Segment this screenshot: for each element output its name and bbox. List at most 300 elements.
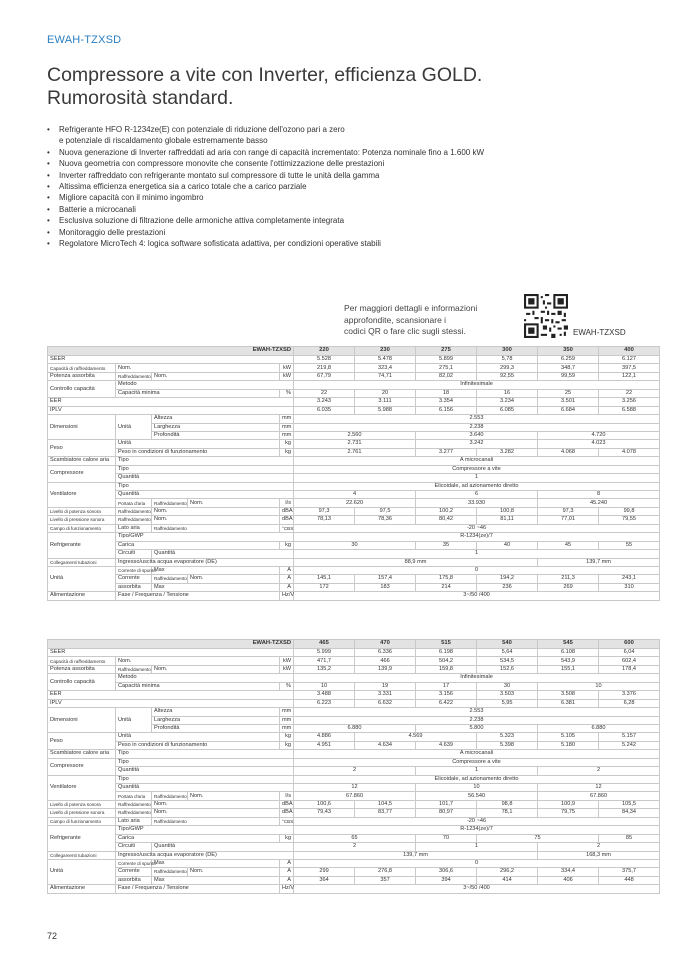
cell: 100,9 — [538, 800, 599, 808]
cell: 534,5 — [477, 657, 538, 665]
unit-cell: kg — [280, 448, 294, 456]
table-row — [48, 834, 660, 842]
cell: 414 — [477, 876, 538, 884]
cell: R-1234(ze)/7 — [294, 826, 660, 834]
cell: 3.488 — [294, 691, 355, 699]
cell: 3.501 — [538, 398, 599, 406]
cell: 67.860 — [294, 792, 416, 800]
row-sublabel: Larghezza — [152, 716, 280, 724]
model-col: 400 — [599, 347, 660, 356]
row-label: Alimentazione — [48, 885, 116, 893]
model-col: 545 — [538, 640, 599, 649]
cell: 5.398 — [477, 741, 538, 749]
row-sublabel: Tipo/GWP — [116, 826, 294, 834]
table-row — [48, 868, 660, 876]
unit-cell: % — [280, 389, 294, 397]
cell: 466 — [355, 657, 416, 665]
table-row — [48, 566, 660, 574]
table-row — [48, 800, 660, 808]
row-label: Unità — [48, 566, 116, 591]
row-label: Dimensioni — [48, 415, 116, 440]
cell: 92,55 — [477, 372, 538, 380]
cell: 97,5 — [355, 507, 416, 515]
row-label: Campo di funzionamento — [48, 817, 116, 825]
page-title — [47, 64, 647, 110]
cell: 194,2 — [477, 575, 538, 583]
cell: 30 — [294, 541, 416, 549]
row-label: SEER — [48, 356, 294, 364]
cell: 25 — [538, 389, 599, 397]
feature-item: • Batterie a microcanali — [47, 204, 647, 215]
unit-cell: kW — [280, 665, 294, 673]
feature-item: • Nuova geometria con compressore monovite che consente l'ottimizzazione delle prestazioni — [47, 158, 647, 169]
row-label: Refrigerante — [48, 533, 116, 558]
row-label: EER — [48, 691, 294, 699]
cell: 175,8 — [416, 575, 477, 583]
cell: 334,4 — [538, 868, 599, 876]
cell: 105,5 — [599, 800, 660, 808]
table-row — [48, 465, 660, 473]
table-row — [48, 792, 660, 800]
unit-cell: mm — [280, 716, 294, 724]
cell: 214 — [416, 583, 477, 591]
row-label: Refrigerante — [48, 826, 116, 851]
cell: 543,9 — [538, 657, 599, 665]
row-sublabel: Profondità — [152, 724, 280, 732]
cell: 56.540 — [416, 792, 538, 800]
unit-cell: A — [280, 583, 294, 591]
cell: -20 ~46 — [294, 524, 660, 532]
unit-cell: dBA — [280, 516, 294, 524]
row-label: Livello di pressione sonora — [48, 516, 116, 524]
row-label: Livello di pressione sonora — [48, 809, 116, 817]
spec-table-1 — [47, 346, 660, 601]
feature-item: • Altissima efficienza energetica sia a carico totale che a carico parziale — [47, 181, 647, 192]
cell: 2.553 — [294, 708, 660, 716]
cell: 1 — [294, 550, 660, 558]
row-sublabel: Raffreddamento — [116, 665, 152, 673]
row-sublabel: Profondità — [152, 431, 280, 439]
row-sublabel: Raffreddamento — [116, 516, 152, 524]
model-col: 470 — [355, 640, 416, 649]
table-row — [48, 649, 660, 657]
cell: Compressore a vite — [294, 465, 660, 473]
row-sublabel: Carica — [116, 834, 280, 842]
row-sublabel: Raffreddamento — [116, 372, 152, 380]
row-label: Potenza assorbita — [48, 372, 116, 380]
cell: 84,34 — [599, 809, 660, 817]
spec-table-2 — [47, 639, 660, 894]
row-label: Collegamenti tubazioni — [48, 851, 116, 859]
cell: 406 — [538, 876, 599, 884]
feature-item: • Esclusiva soluzione di filtrazione delle armoniche attiva completamente integrata — [47, 215, 647, 226]
cell: 83,77 — [355, 809, 416, 817]
cell: 3.156 — [416, 691, 477, 699]
feature-item: • Inverter raffreddato con refrigerante montato sul compressore di tutte le unità della gamma — [47, 170, 647, 181]
row-sublabel: Raffreddamento — [152, 524, 280, 532]
cell: 78,1 — [477, 809, 538, 817]
row-sublabel: assorbita — [116, 876, 152, 884]
unit-cell: A — [280, 566, 294, 574]
unit-cell: l/s — [280, 792, 294, 800]
model-col: 600 — [599, 640, 660, 649]
unit-cell: °CBS — [280, 817, 294, 825]
table-row — [48, 758, 660, 766]
row-sublabel: Portata d'aria — [116, 499, 152, 507]
table-row — [48, 708, 660, 716]
row-sublabel: Max — [152, 566, 280, 574]
row-label: Controllo capacità — [48, 674, 116, 691]
feature-item-continued: e potenziale di riscaldamento globale estremamente basso — [59, 136, 268, 146]
table-row — [48, 516, 660, 524]
row-sublabel: Raffreddamento — [116, 507, 152, 515]
unit-cell: mm — [280, 724, 294, 732]
cell: 80,42 — [416, 516, 477, 524]
table-row — [48, 440, 660, 448]
cell: 75 — [477, 834, 599, 842]
cell: 3.508 — [538, 691, 599, 699]
cell: 6.588 — [599, 406, 660, 414]
table-row — [48, 674, 660, 682]
cell: 70 — [416, 834, 477, 842]
table-row — [48, 583, 660, 591]
cell: 1 — [416, 767, 538, 775]
unit-cell: l/s — [280, 499, 294, 507]
row-label: Peso — [48, 733, 116, 750]
cell: 22 — [599, 389, 660, 397]
row-label: Unità — [48, 859, 116, 884]
cell: 99,8 — [599, 507, 660, 515]
cell: 6,28 — [599, 699, 660, 707]
row-label: Livello di potenza sonora — [48, 800, 116, 808]
table-row — [48, 575, 660, 583]
row-sublabel: Carica — [116, 541, 280, 549]
row-sublabel: Altezza — [152, 415, 280, 423]
cell: 79,55 — [599, 516, 660, 524]
cell: 4.886 — [294, 733, 355, 741]
table-row — [48, 415, 660, 423]
unit-cell: °CBS — [280, 524, 294, 532]
row-sublabel: Nom. — [188, 792, 280, 800]
cell: 139,9 — [355, 665, 416, 673]
row-sublabel: Lato aria — [116, 817, 152, 825]
row-sublabel: Raffreddamento — [152, 792, 188, 800]
unit-cell: kW — [280, 372, 294, 380]
row-label: Dimensioni — [48, 708, 116, 733]
cell: 30 — [477, 682, 538, 690]
cell: 6.198 — [416, 649, 477, 657]
row-sublabel: Tipo — [116, 482, 294, 490]
cell: 82,02 — [416, 372, 477, 380]
cell: 2 — [538, 767, 660, 775]
cell: 2.761 — [294, 448, 416, 456]
model-col: 230 — [355, 347, 416, 356]
table-row — [48, 491, 660, 499]
row-sublabel: Quantità — [116, 767, 294, 775]
cell: 178,4 — [599, 665, 660, 673]
cell: 183 — [355, 583, 416, 591]
row-sublabel: assorbita — [116, 583, 152, 591]
cell: 135,2 — [294, 665, 355, 673]
qr-code-icon[interactable] — [524, 294, 568, 338]
cell: 104,5 — [355, 800, 416, 808]
cell: 0 — [294, 566, 660, 574]
cell: 5.528 — [294, 356, 355, 364]
row-sublabel: Nom. — [188, 575, 280, 583]
row-sublabel: Corrente — [116, 575, 152, 583]
row-label: IPLV — [48, 699, 294, 707]
cell: 12 — [294, 784, 416, 792]
cell: 2.553 — [294, 415, 660, 423]
table-row — [48, 750, 660, 758]
row-label: Potenza assorbita — [48, 665, 116, 673]
feature-item: • Migliore capacità con il minimo ingombro — [47, 192, 647, 203]
cell: 4.639 — [416, 741, 477, 749]
title-line-1: Compressore a vite con Inverter, efficienza GOLD. — [47, 64, 483, 86]
row-sublabel: Unità — [116, 440, 280, 448]
table-header-row — [48, 347, 660, 356]
cell: 296,2 — [477, 868, 538, 876]
table-row — [48, 775, 660, 783]
table-row — [48, 741, 660, 749]
cell: 17 — [416, 682, 477, 690]
cell: 22 — [294, 389, 355, 397]
cell: 0 — [294, 859, 660, 867]
cell: 2.560 — [294, 431, 416, 439]
row-sublabel: Corrente — [116, 868, 152, 876]
row-label: Controllo capacità — [48, 381, 116, 398]
row-sublabel: Tipo/GWP — [116, 533, 294, 541]
cell: 159,8 — [416, 665, 477, 673]
cell: 2.238 — [294, 716, 660, 724]
cell: 55 — [599, 541, 660, 549]
row-sublabel: Nom. — [116, 364, 280, 372]
cell: 3.234 — [477, 398, 538, 406]
cell: 152,6 — [477, 665, 538, 673]
table-row — [48, 482, 660, 490]
unit-cell: Hz/V — [280, 885, 294, 893]
row-sublabel: Quantità — [152, 550, 294, 558]
unit-cell: mm — [280, 708, 294, 716]
row-label: Ventilatore — [48, 482, 116, 507]
row-sublabel: Nom. — [188, 499, 280, 507]
cell: 45.240 — [538, 499, 660, 507]
row-sublabel: Circuiti — [116, 550, 152, 558]
table-row — [48, 851, 660, 859]
cell: -20 ~46 — [294, 817, 660, 825]
table-row — [48, 876, 660, 884]
model-header: EWAH-TZXSD — [48, 347, 294, 356]
cell: Elicoidale, ad azionamento diretto — [294, 775, 660, 783]
cell: 3.242 — [416, 440, 538, 448]
unit-cell: Hz/V — [280, 592, 294, 600]
cell: 77,01 — [538, 516, 599, 524]
row-sublabel: Unità — [116, 415, 152, 440]
row-sublabel: Raffreddamento — [152, 817, 280, 825]
row-sublabel: Tipo — [116, 750, 294, 758]
cell: 6.156 — [416, 406, 477, 414]
model-col: 220 — [294, 347, 355, 356]
cell: 139,7 mm — [294, 851, 538, 859]
unit-cell: kg — [280, 733, 294, 741]
cell: Elicoidale, ad azionamento diretto — [294, 482, 660, 490]
cell: 375,7 — [599, 868, 660, 876]
cell: 323,4 — [355, 364, 416, 372]
cell: Infinitesimale — [294, 381, 660, 389]
cell: 4.720 — [538, 431, 660, 439]
cell: 5.180 — [538, 741, 599, 749]
row-label: Scambiatore calore aria — [48, 750, 116, 758]
cell: 80,97 — [416, 809, 477, 817]
cell: 3.256 — [599, 398, 660, 406]
cell: 98,8 — [477, 800, 538, 808]
table-row — [48, 457, 660, 465]
cell: 3.503 — [477, 691, 538, 699]
cell: 5.323 — [477, 733, 538, 741]
row-label: Compressore — [48, 758, 116, 775]
model-col: 300 — [477, 347, 538, 356]
cell: 4 — [294, 491, 416, 499]
cell: 3.111 — [355, 398, 416, 406]
unit-cell: kW — [280, 364, 294, 372]
table-row — [48, 826, 660, 834]
cell: 78,13 — [294, 516, 355, 524]
cell: 4.068 — [538, 448, 599, 456]
table-row — [48, 406, 660, 414]
table-row — [48, 843, 660, 851]
cell: 3.277 — [416, 448, 477, 456]
row-sublabel: Max — [152, 876, 280, 884]
unit-cell: A — [280, 859, 294, 867]
cell: 219,8 — [294, 364, 355, 372]
cell: 157,4 — [355, 575, 416, 583]
cell: 19 — [355, 682, 416, 690]
table-row — [48, 665, 660, 673]
cell: 74,71 — [355, 372, 416, 380]
cell: 364 — [294, 876, 355, 884]
table-row — [48, 372, 660, 380]
cell: 394 — [416, 876, 477, 884]
model-col: 515 — [416, 640, 477, 649]
row-sublabel: Capacità minima — [116, 682, 280, 690]
unit-cell: mm — [280, 423, 294, 431]
row-sublabel: Capacità minima — [116, 389, 280, 397]
cell: A microcanali — [294, 750, 660, 758]
cell: 5.157 — [599, 733, 660, 741]
cell: 81,11 — [477, 516, 538, 524]
cell: 5.242 — [599, 741, 660, 749]
cell: 97,3 — [538, 507, 599, 515]
table-row — [48, 524, 660, 532]
row-label: Scambiatore calore aria — [48, 457, 116, 465]
cell: 6.880 — [538, 724, 660, 732]
cell: 8 — [538, 491, 660, 499]
table-row — [48, 592, 660, 600]
cell: 35 — [416, 541, 477, 549]
row-sublabel: Max — [152, 859, 280, 867]
cell: 5.800 — [416, 724, 538, 732]
cell: 100,2 — [416, 507, 477, 515]
table-row — [48, 817, 660, 825]
feature-item: • Regolatore MicroTech 4: logica software sofisticata adattiva, per condizioni operative stabili — [47, 238, 647, 249]
unit-cell: dBA — [280, 809, 294, 817]
cell: 6.336 — [355, 649, 416, 657]
row-sublabel: Nom. — [116, 657, 280, 665]
title-line-2: Rumorosità standard. — [47, 87, 234, 109]
unit-cell: kg — [280, 440, 294, 448]
table-header-row — [48, 640, 660, 649]
cell: 6.880 — [294, 724, 416, 732]
cell: 1 — [294, 474, 660, 482]
cell: 168,3 mm — [538, 851, 660, 859]
cell: 145,1 — [294, 575, 355, 583]
cell: 3~/50 /400 — [294, 885, 660, 893]
cell: 3.354 — [416, 398, 477, 406]
cell: 79,43 — [294, 809, 355, 817]
cell: 4.634 — [355, 741, 416, 749]
cell: 348,7 — [538, 364, 599, 372]
cell: 10 — [294, 682, 355, 690]
cell: 2 — [294, 767, 416, 775]
row-label: Alimentazione — [48, 592, 116, 600]
cell: 2.238 — [294, 423, 660, 431]
cell: 22.620 — [294, 499, 416, 507]
cell: A microcanali — [294, 457, 660, 465]
feature-list — [47, 124, 647, 249]
row-sublabel: Raffreddamento — [116, 800, 152, 808]
cell: 99,59 — [538, 372, 599, 380]
row-sublabel: Fase / Frequenza / Tensione — [116, 592, 280, 600]
cell: 448 — [599, 876, 660, 884]
row-sublabel: Nom. — [152, 516, 280, 524]
unit-cell: kW — [280, 657, 294, 665]
cell: 6.422 — [416, 699, 477, 707]
cell: 6.632 — [355, 699, 416, 707]
row-sublabel: Peso in condizioni di funzionamento — [116, 448, 280, 456]
table-row — [48, 767, 660, 775]
row-sublabel: Tipo — [116, 457, 294, 465]
cell: 88,9 mm — [294, 558, 538, 566]
cell: 16 — [477, 389, 538, 397]
cell: 40 — [477, 541, 538, 549]
unit-cell: A — [280, 868, 294, 876]
cell: 310 — [599, 583, 660, 591]
cell: 275,1 — [416, 364, 477, 372]
cell: 3.640 — [416, 431, 538, 439]
cell: 172 — [294, 583, 355, 591]
qr-instructions — [344, 303, 519, 338]
row-sublabel: Tipo — [116, 775, 294, 783]
row-sublabel: Tipo — [116, 465, 294, 473]
row-sublabel: Raffreddamento — [152, 575, 188, 583]
qr-text-line: Per maggiori dettagli e informazioni — [344, 303, 478, 313]
table-row — [48, 885, 660, 893]
cell: 4.023 — [538, 440, 660, 448]
cell: 3~/50 /400 — [294, 592, 660, 600]
table-row — [48, 448, 660, 456]
feature-item: • Monitoraggio delle prestazioni — [47, 227, 647, 238]
cell: 97,3 — [294, 507, 355, 515]
cell: 269 — [538, 583, 599, 591]
qr-model-label: EWAH-TZXSD — [573, 328, 626, 337]
cell: 5,95 — [477, 699, 538, 707]
cell: 33.930 — [416, 499, 538, 507]
row-label: Ventilatore — [48, 775, 116, 800]
cell: 45 — [538, 541, 599, 549]
table-row — [48, 859, 660, 867]
cell: 6.684 — [538, 406, 599, 414]
table-row — [48, 558, 660, 566]
